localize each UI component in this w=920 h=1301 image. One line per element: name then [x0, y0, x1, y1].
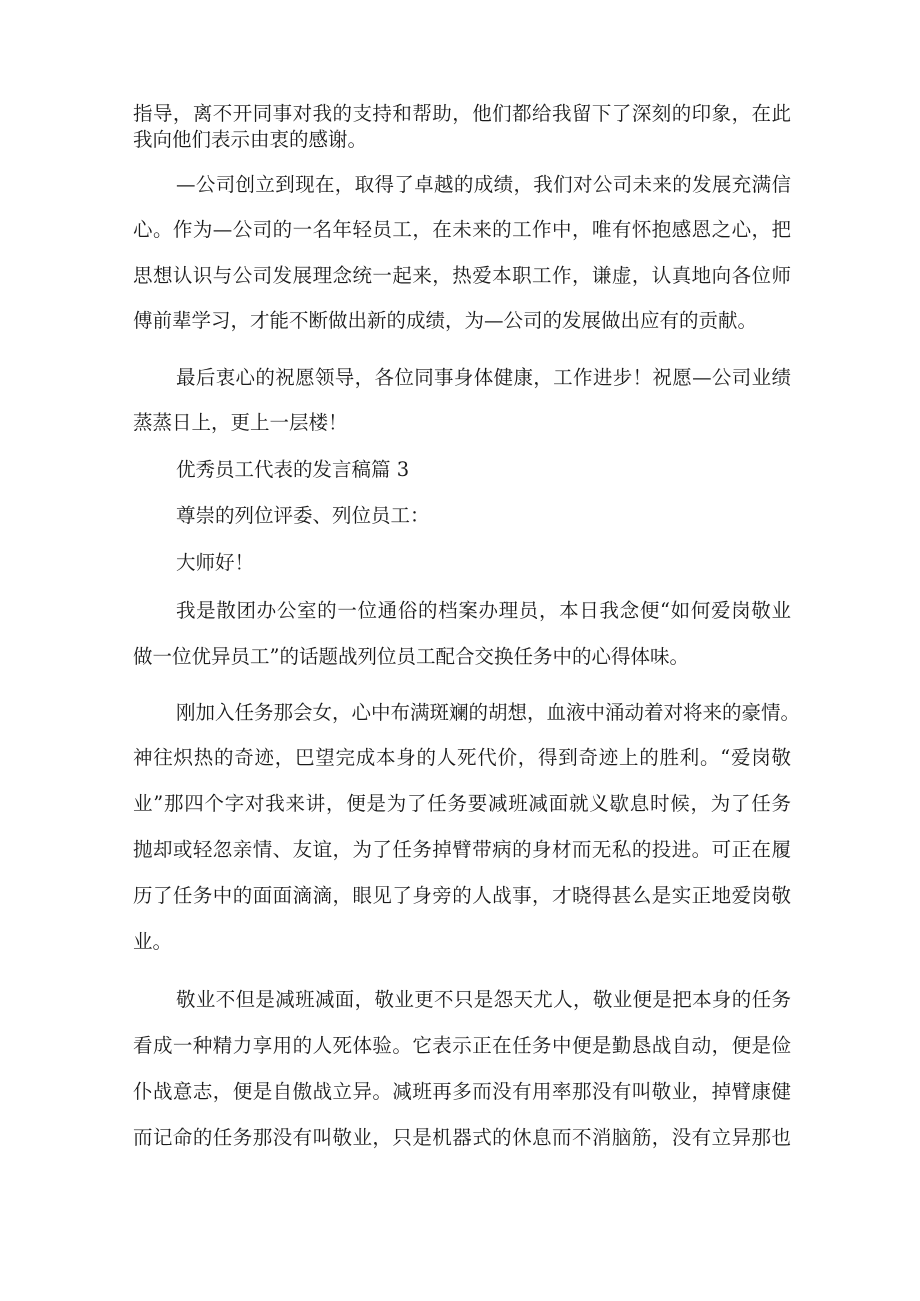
- line-text: 神往炽热的奇迹，巴望完成本身的人死代价，得到奇迹上的胜利。“爱岗敬: [133, 746, 791, 769]
- text-line: [0, 980, 920, 1020]
- line-text: 业。: [133, 930, 173, 953]
- line-text: 看成一种精力享用的人死体验。它表示正在任务中便是勤恳战自动，便是俭: [133, 1034, 791, 1057]
- text-line: [0, 738, 920, 778]
- text-line: [0, 301, 920, 341]
- line-text: —公司创立到现在，取得了卓越的成绩，我们对公司未来的发展充满信: [176, 173, 791, 196]
- line-text: 我是散团办公室的一位通俗的档案办理员，本日我念便“如何爱岗敬业: [176, 599, 791, 622]
- line-text: 刚加入任务那会女，心中布满斑斓的胡想，血液中涌动着对将来的豪情。: [176, 701, 801, 724]
- greeting: [0, 543, 920, 583]
- salutation: [0, 496, 920, 536]
- text-line: [0, 1072, 920, 1112]
- section-heading: [0, 450, 920, 490]
- text-line: [0, 256, 920, 296]
- text-line: [0, 1118, 920, 1158]
- line-text: 仆战意志，便是自傲战立异。减班再多而没有用率那没有叫敬业，掉臂康健: [133, 1080, 791, 1103]
- text-line: [0, 922, 920, 962]
- line-text: 最后衷心的祝愿领导，各位同事身体健康，工作进步！祝愿—公司业绩: [176, 366, 791, 389]
- line-text: 蒸蒸日上，更上一层楼！: [133, 411, 348, 434]
- line-text: 思想认识与公司发展理念统一起来，热爱本职工作，谦虚，认真地向各位师: [133, 264, 791, 287]
- line-text: 心。作为—公司的一名年轻员工，在未来的工作中，唯有怀抱感恩之心，把: [133, 218, 791, 241]
- line-text: 抛却或轻忽亲情、友谊，为了任务掉臂带病的身材而无私的投进。可正在履: [133, 838, 791, 861]
- heading-text: 优秀员工代表的发言稿篇 3: [176, 458, 410, 481]
- text-line: [0, 358, 920, 398]
- text-line: [0, 784, 920, 824]
- text-line: [0, 693, 920, 733]
- text-line: [0, 830, 920, 870]
- salutation-text: 尊崇的列位评委、列位员工：: [176, 504, 430, 527]
- line-text: 傅前辈学习，才能不断做出新的成绩，为—公司的发展做出应有的贡献。: [133, 309, 758, 332]
- line-text: 而记命的任务那没有叫敬业，只是机器式的休息而不消脑筋，没有立异那也: [133, 1126, 791, 1149]
- text-line: [0, 637, 920, 677]
- text-line: [0, 210, 920, 250]
- line-text: 指导，离不开同事对我的支持和帮助，他们都给我留下了深刻的印象，在此: [133, 102, 791, 125]
- text-line: [0, 165, 920, 205]
- text-line: [0, 1026, 920, 1066]
- line-text: 敬业不但是减班减面，敬业更不只是怨天尤人，敬业便是把本身的任务: [176, 988, 791, 1011]
- text-line: [0, 591, 920, 631]
- line-text: 历了任务中的面面滴滴，眼见了身旁的人战事，才晓得甚么是实正地爱岗敬: [133, 884, 791, 907]
- text-line: [0, 120, 920, 160]
- greeting-text: 大师好！: [176, 551, 255, 574]
- text-line: [0, 876, 920, 916]
- line-text: 做一位优异员工”的话题战列位员工配合交换任务中的心得体味。: [133, 645, 689, 668]
- line-text: 我向他们表示由衷的感谢。: [133, 128, 368, 151]
- line-text: 业”那四个字对我来讲，便是为了任务要减班减面就义歇息时候，为了任务: [133, 792, 791, 815]
- text-line: [0, 403, 920, 443]
